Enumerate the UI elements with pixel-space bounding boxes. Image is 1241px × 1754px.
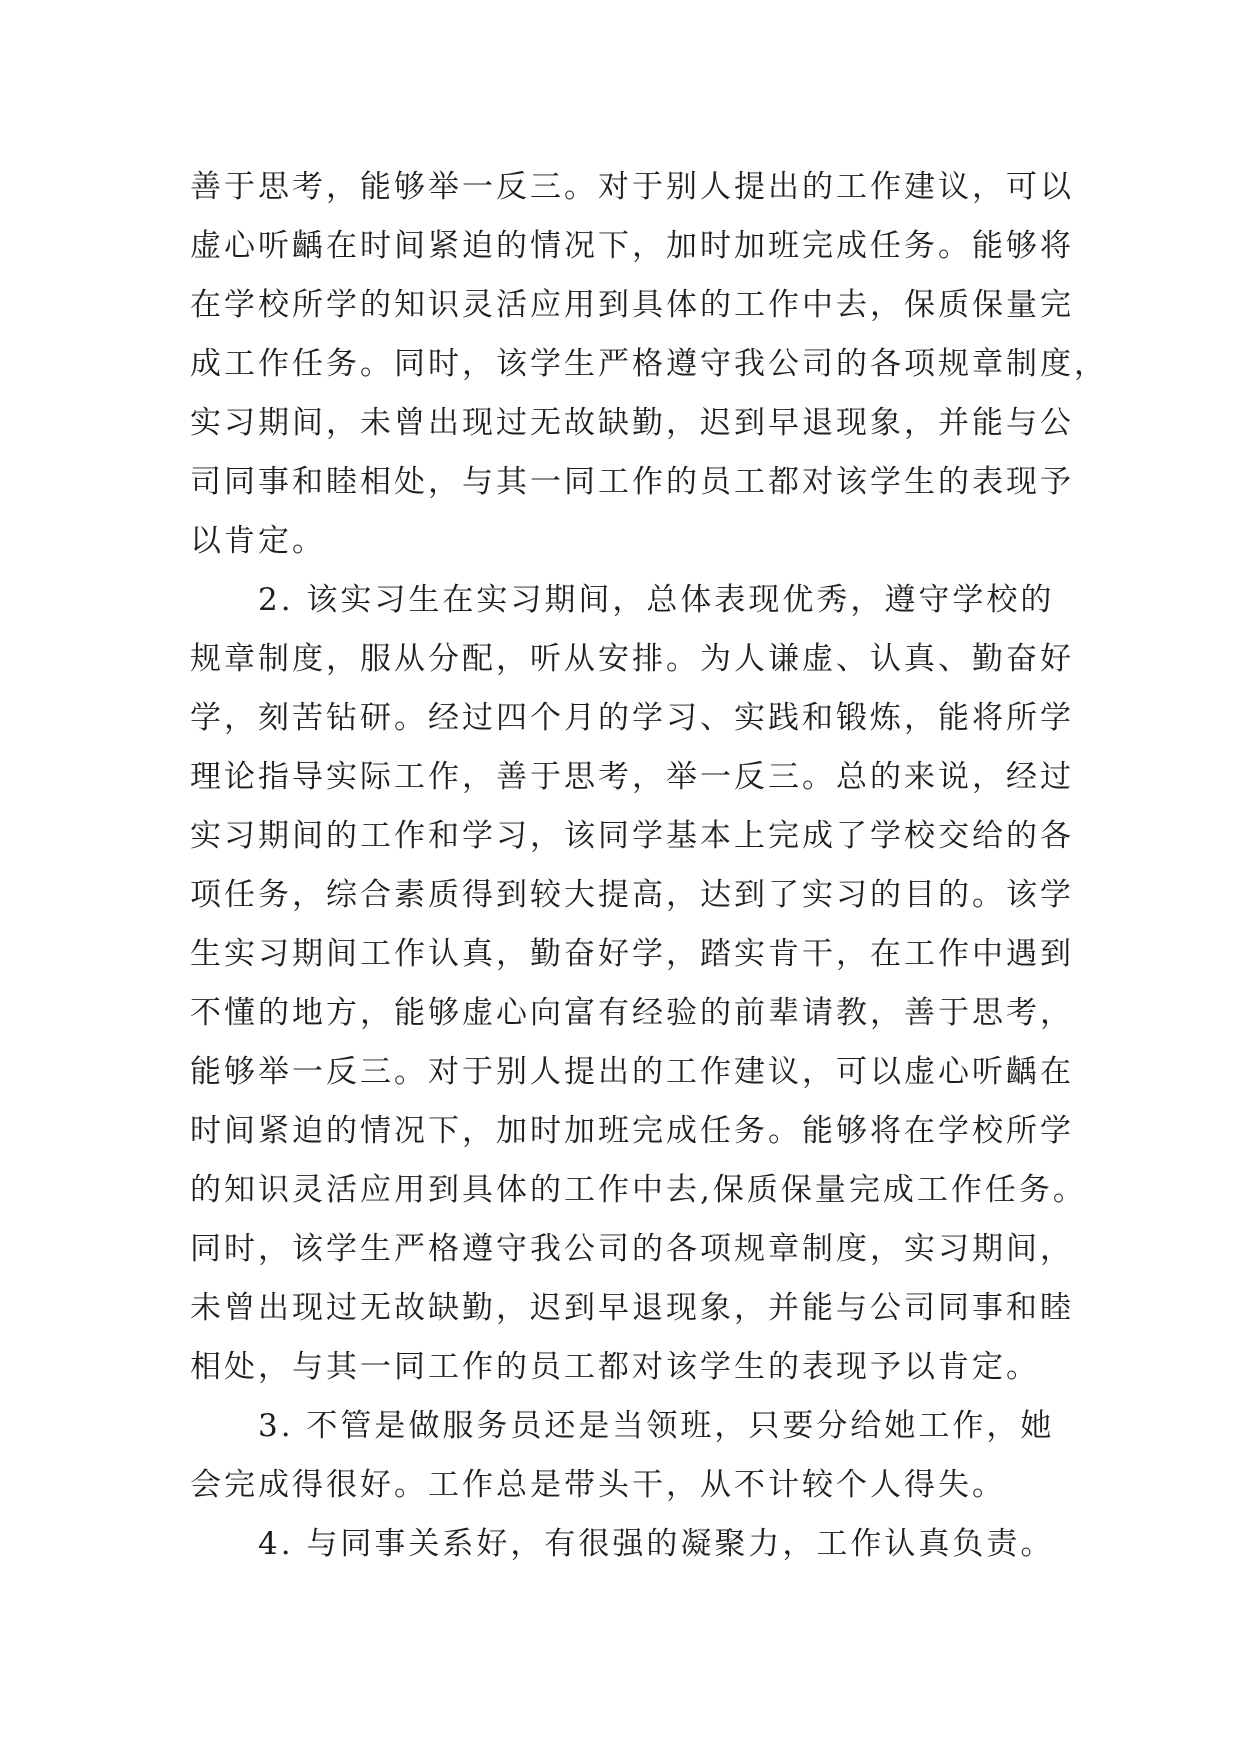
text-line: 善于思考，能够举一反三。对于别人提出的工作建议，可以 <box>190 169 1074 205</box>
text-line: 不懂的地方，能够虚心向富有经验的前辈请教，善于思考， <box>190 995 1074 1031</box>
text-line: 实习期间，未曾出现过无故缺勤，迟到早退现象，并能与公 <box>190 405 1074 441</box>
text-line: 虚心听齲在时间紧迫的情况下，加时加班完成任务。能够将 <box>190 228 1074 264</box>
paragraph-item-4 <box>190 1515 1060 1574</box>
text-line: 同时，该学生严格遵守我公司的各项规章制度，实习期间， <box>190 1231 1074 1267</box>
paragraph-item-3 <box>190 1397 1060 1515</box>
text-line: 的知识灵活应用到具体的工作中去,保质保量完成工作任务。 <box>190 1172 1087 1208</box>
document-body <box>190 158 1108 1574</box>
text-line: 4. 与同事关系好，有很强的凝聚力，工作认真负责。 <box>258 1526 1055 1562</box>
text-line: 生实习期间工作认真，勤奋好学，踏实肯干，在工作中遇到 <box>190 936 1074 972</box>
text-line: 未曾出现过无故缺勤，迟到早退现象，并能与公司同事和睦 <box>190 1290 1074 1326</box>
text-line: 学，刻苦钻研。经过四个月的学习、实践和锻炼，能将所学 <box>190 700 1074 736</box>
paragraph-item-2 <box>190 571 1087 1397</box>
text-line: 项任务，综合素质得到较大提高，达到了实习的目的。该学 <box>190 877 1074 913</box>
text-line: 2. 该实习生在实习期间，总体表现优秀，遵守学校的 <box>258 582 1055 618</box>
text-line: 以肯定。 <box>190 523 326 559</box>
text-line: 司同事和睦相处，与其一同工作的员工都对该学生的表现予 <box>190 464 1074 500</box>
text-line: 相处，与其一同工作的员工都对该学生的表现予以肯定。 <box>190 1349 1040 1385</box>
text-line: 时间紧迫的情况下，加时加班完成任务。能够将在学校所学 <box>190 1113 1074 1149</box>
paragraph-continuation <box>190 158 1108 571</box>
text-line: 在学校所学的知识灵活应用到具体的工作中去，保质保量完 <box>190 287 1074 323</box>
text-line: 会完成得很好。工作总是带头干，从不计较个人得失。 <box>190 1467 1006 1503</box>
text-line: 理论指导实际工作，善于思考，举一反三。总的来说，经过 <box>190 759 1074 795</box>
text-line: 3. 不管是做服务员还是当领班，只要分给她工作，她 <box>258 1408 1055 1444</box>
text-line: 成工作任务。同时，该学生严格遵守我公司的各项规章制度， <box>190 346 1108 382</box>
text-line: 规章制度，服从分配，听从安排。为人谦虚、认真、勤奋好 <box>190 641 1074 677</box>
text-line: 实习期间的工作和学习，该同学基本上完成了学校交给的各 <box>190 818 1074 854</box>
text-line: 能够举一反三。对于别人提出的工作建议，可以虚心听齲在 <box>190 1054 1074 1090</box>
